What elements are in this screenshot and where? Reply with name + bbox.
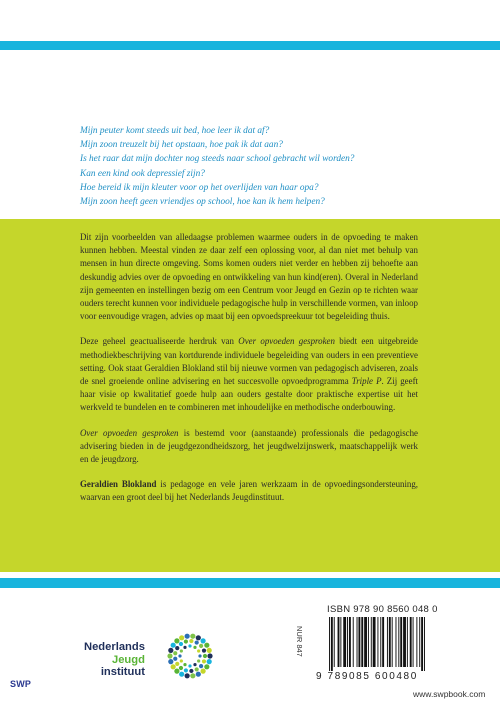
paragraph-author: Geraldien Blokland is pedagoge en vele jaren werkzaam in de opvoedingsondersteuning, waarvan een groot deel bij het Nederlands Jeugdinstituut. — [80, 479, 419, 503]
website-link: www.swpbook.com — [413, 689, 486, 699]
author-name: Geraldien Blokland — [80, 479, 157, 490]
nji-ring-icon — [167, 633, 213, 679]
description-text — [80, 231, 418, 505]
book-title: Over opvoeden gesproken — [238, 336, 335, 347]
program-name: Triple P — [351, 376, 382, 387]
paragraph-audience: Over opvoeden gesproken is bestemd voor (aanstaande) professionals die pedagogische advisering bieden in de jeugdgezondheidszorg, het jeugdwelzijnswerk, maatschappelijk werk en de jeugdzorg. — [80, 427, 418, 465]
book-title: Over opvoeden gesproken — [80, 427, 179, 438]
logo-line-1: Nederlands — [84, 641, 145, 653]
publisher-logo: SWP — [10, 679, 32, 689]
question-item: Mijn zoon treuzelt bij het opstaan, hoe pak ik dat aan? — [80, 140, 283, 151]
question-item: Is het raar dat mijn dochter nog steeds naar school gebracht wil worden? — [80, 154, 355, 165]
isbn-label: ISBN 978 90 8560 048 0 — [327, 604, 438, 615]
description-panel — [0, 219, 500, 572]
barcode-icon — [327, 617, 485, 671]
question-list — [80, 124, 480, 209]
question-item: Kan een kind ook depressief zijn? — [80, 168, 205, 179]
question-item: Mijn zoon heeft geen vriendjes op school, hoe kan ik hem helpen? — [80, 197, 325, 208]
nur-code: NUR 847 — [295, 626, 304, 657]
logo-line-3: instituut — [100, 666, 145, 678]
question-item: Hoe bereid ik mijn kleuter voor op het overlijden van haar opa? — [80, 182, 319, 193]
logo-line-2: Jeugd — [111, 653, 145, 666]
nji-logo-text — [84, 641, 145, 679]
top-stripe — [0, 41, 500, 50]
paragraph-intro: Dit zijn voorbeelden van alledaagse problemen waarmee ouders in de opvoeding te maken kunnen hebben. Meestal vinden ze daar zelf een oplossing voor, al dan niet met behulp van mensen in hun directe omgeving. Soms komen ouders niet verder en hebben zij behoefte aan deskundig advies over de opvoeding en ontwikkeling van hun kind(eren). Overal in Nederland zijn gemeenten en instellingen bezig om een Centrum voor Jeugd en Gezin op te richten waar ouders terecht kunnen voor individuele pedagogische hulp in verschillende vormen, van inloop voor eenvoudige vragen, advies op maat bij een opvoedspreekuur tot begeleiding thuis. — [80, 232, 418, 322]
barcode-digits: 9 789085 600480 — [316, 671, 418, 682]
paragraph-reprint: Deze geheel geactualiseerde herdruk van Over opvoeden gesproken biedt een uitgebreide methodiekbeschrijving van kortdurende individuele begeleiding van ouders in een preventieve setting. Ook staat Geraldien Blokland stil bij nieuwe vormen van pedagogisch adviseren, zoals de snel groeiende online advisering en het succesvolle opvoedprogramma Triple P. Zij geeft haar visie op kwalitatief goede hulp aan ouders gestalte door praktische expertise uit het werkveld te bundelen en te combineren met inhoudelijke en methodische onderbouwing. — [80, 336, 418, 413]
bottom-stripe — [0, 578, 500, 588]
question-item: Mijn peuter komt steeds uit bed, hoe leer ik dat af? — [80, 126, 270, 136]
